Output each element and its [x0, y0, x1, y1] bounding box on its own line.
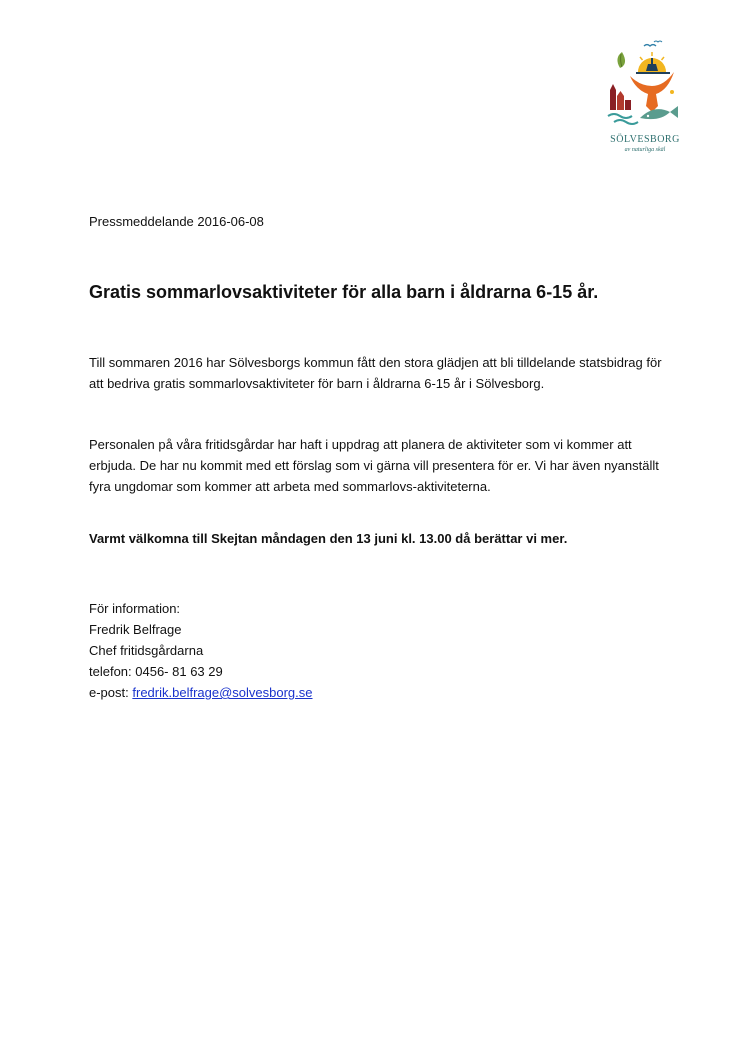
contact-name: Fredrik Belfrage — [89, 622, 182, 637]
contact-phone: telefon: 0456- 81 63 29 — [89, 664, 223, 679]
contact-email-label: e-post: — [89, 685, 129, 700]
press-release-dateline: Pressmeddelande 2016-06-08 — [89, 214, 264, 229]
body-paragraph-2: Personalen på våra fritidsgårdar har haft i uppdrag att planera de aktiviteter som vi kommer att erbjuda. De har nu kommit med ett förslag som vi gärna vill presentera för er. Vi har även nyanställt fyra ungdomar som kommer att arbeta med sommarlovs-aktiviteterna. — [89, 437, 659, 494]
press-release-headline: Gratis sommarlovsaktiviteter för alla barn i åldrarna 6-15 år. — [89, 282, 599, 302]
contact-email-link[interactable]: fredrik.belfrage@solvesborg.se — [132, 685, 313, 700]
solvesborg-emblem-icon — [600, 40, 690, 135]
body-paragraph-1: Till sommaren 2016 har Sölvesborgs kommun fått den stora glädjen att bli tilldelande statsbidrag för att bedriva gratis sommarlovsaktiviteter för barn i åldrarna 6-15 år i Sölvesborg. — [89, 355, 662, 391]
contact-title: Chef fritidsgårdarna — [89, 643, 204, 658]
contact-email-row — [89, 682, 313, 703]
solvesborg-logo — [600, 40, 690, 160]
logo-wordmark: SÖLVESBORG — [610, 134, 680, 145]
contact-heading: För information: — [89, 601, 181, 616]
logo-tagline: av naturliga skäl — [624, 147, 666, 153]
invitation-line: Varmt välkomna till Skejtan måndagen den 13 juni kl. 13.00 då berättar vi mer. — [89, 531, 568, 546]
contact-block — [89, 598, 313, 703]
